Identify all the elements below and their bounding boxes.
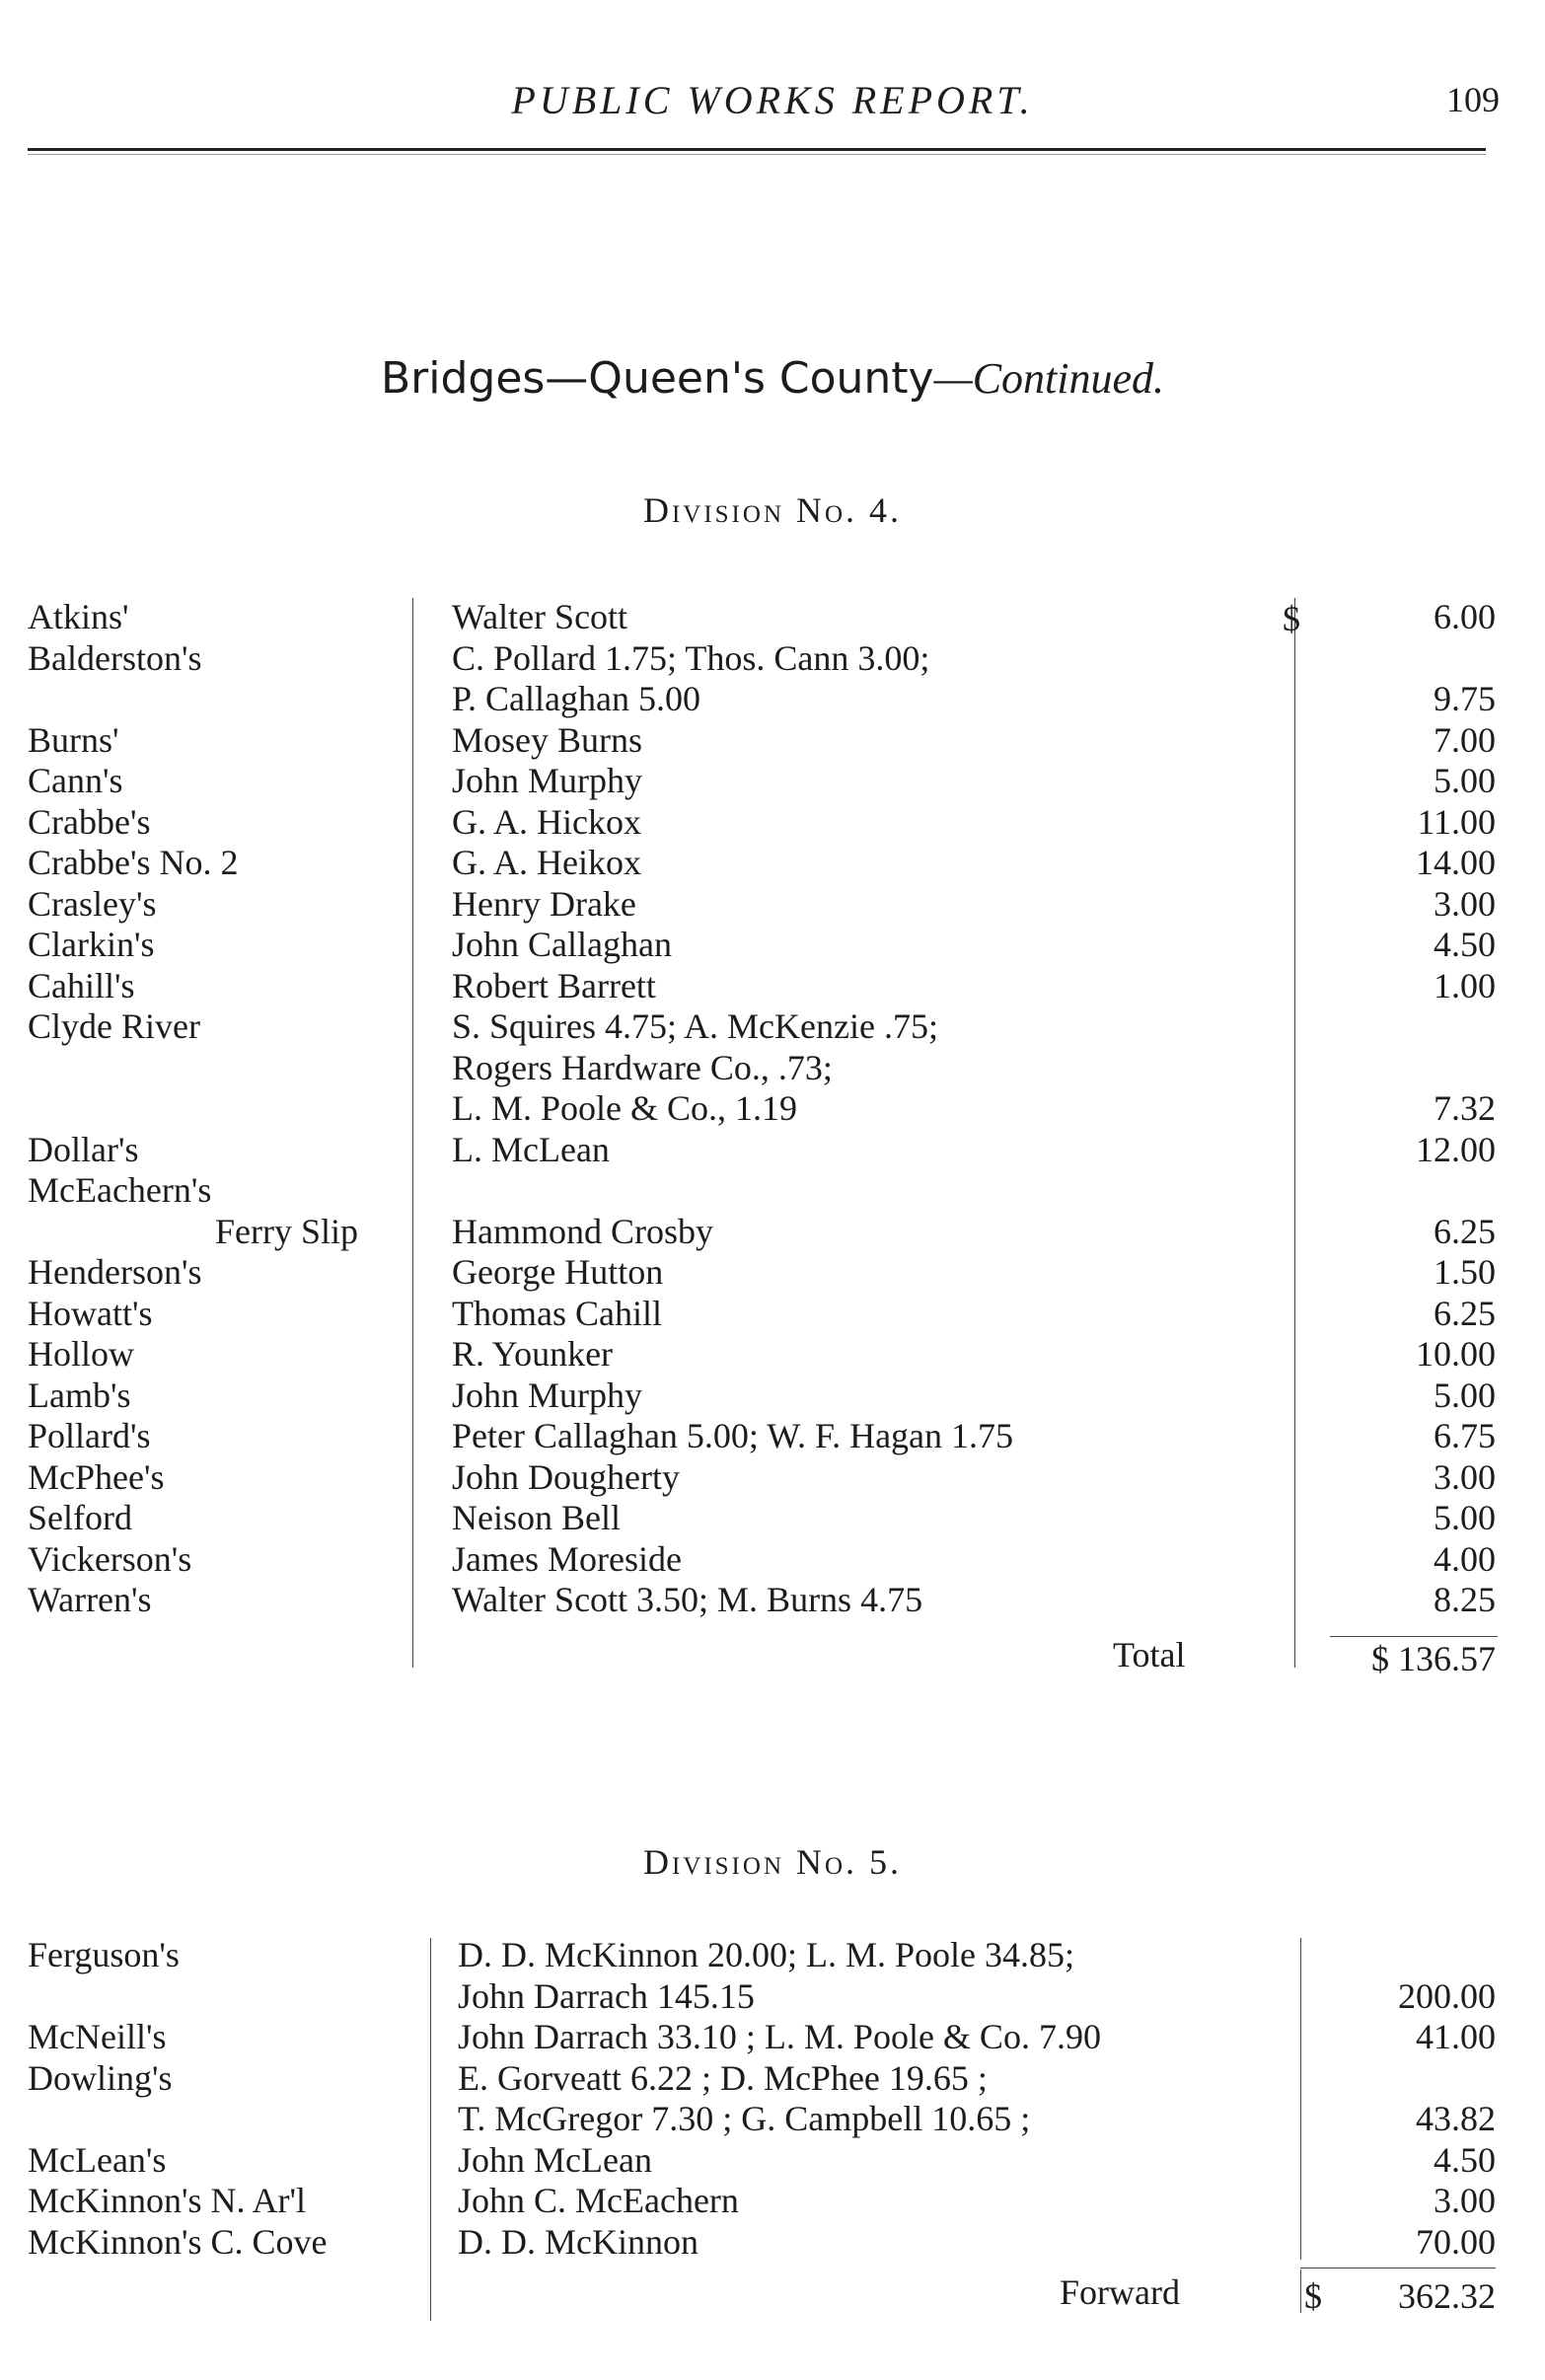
bridge-name: Ferguson's (28, 1935, 180, 1974)
bridge-name: Ferry Slip (215, 1211, 359, 1251)
amount: 3.00 (1434, 2181, 1496, 2220)
amount: 43.82 (1416, 2099, 1496, 2138)
amount: 70.00 (1416, 2221, 1496, 2262)
division-4-row (0, 842, 1545, 883)
bridge-name: Henderson's (28, 1252, 202, 1292)
division-4-row (0, 1497, 1545, 1538)
amount: 3.00 (1434, 883, 1496, 924)
payee: John Darrach 145.15 (458, 1975, 755, 2016)
bridge-name: Lamb's (28, 1375, 131, 1415)
payee: Neison Bell (452, 1498, 621, 1537)
amount: 5.00 (1434, 1375, 1496, 1415)
division-5-row (0, 2139, 1545, 2181)
payee: G. A. Heikox (452, 843, 641, 882)
division-4-row (0, 801, 1545, 843)
amount: 7.00 (1434, 719, 1496, 760)
amount: 5.00 (1434, 761, 1496, 800)
division-4-row (0, 1333, 1545, 1375)
payee: L. McLean (452, 1129, 610, 1169)
amount: 4.00 (1434, 1538, 1496, 1579)
division-4-row (0, 1087, 1545, 1129)
payee: R. Younker (452, 1334, 614, 1374)
division-4-row (0, 1293, 1545, 1334)
division-5-row (0, 2221, 1545, 2263)
payee: John C. McEachern (458, 2181, 739, 2220)
title-main: Bridges—Queen's County (380, 353, 934, 404)
division-5-heading: Division No. 5. (642, 1842, 903, 1882)
bridge-name: Hollow (28, 1334, 134, 1374)
bridge-name: Balderston's (28, 637, 202, 678)
bridge-name: Pollard's (28, 1416, 151, 1455)
amount: 4.50 (1434, 925, 1496, 964)
division-5-forward-amount: 362.32 (1398, 2276, 1496, 2316)
bridge-name: Clyde River (28, 1006, 200, 1046)
division-4-row (0, 1415, 1545, 1456)
bridge-name: Cann's (28, 761, 123, 800)
payee: Henry Drake (452, 883, 636, 924)
payee: John McLean (458, 2139, 652, 2180)
amount: 4.50 (1434, 2139, 1496, 2180)
payee: Thomas Cahill (452, 1293, 662, 1333)
division-4-row (0, 1456, 1545, 1498)
bridge-name: Crabbe's No. 2 (28, 843, 239, 882)
division-4-currency: $ (1283, 599, 1300, 638)
payee: E. Gorveatt 6.22 ; D. McPhee 19.65 ; (458, 2057, 988, 2098)
payee: George Hutton (452, 1252, 664, 1292)
division-5-row (0, 1934, 1545, 1975)
division-4-row (0, 883, 1545, 925)
bridge-name: McKinnon's N. Ar'l (28, 2181, 306, 2220)
amount: 10.00 (1416, 1334, 1496, 1374)
amount: 6.25 (1434, 1293, 1496, 1333)
payee: Walter Scott (452, 597, 628, 636)
division-4-row (0, 1375, 1545, 1416)
division-5-row (0, 1975, 1545, 2017)
division-4-row (0, 760, 1545, 801)
division-5-row (0, 2057, 1545, 2099)
amount: 6.75 (1434, 1416, 1496, 1455)
payee: John Callaghan (452, 925, 672, 964)
amount: 6.25 (1434, 1211, 1496, 1251)
payee: James Moreside (452, 1538, 682, 1579)
amount: 7.32 (1434, 1088, 1496, 1128)
division-4-row (0, 1005, 1545, 1047)
header-rule-thin (28, 154, 1486, 155)
division-5-forward-rule-vertical (1300, 2269, 1301, 2313)
title-continued: —Continued. (933, 354, 1165, 403)
bridge-name: McEachern's (28, 1170, 212, 1210)
bridge-name: Atkins' (28, 597, 129, 636)
bridge-name: McLean's (28, 2139, 167, 2180)
division-5-forward-currency: $ (1304, 2276, 1322, 2316)
payee: John Murphy (452, 761, 643, 800)
amount: 14.00 (1416, 843, 1496, 882)
division-4-row (0, 1538, 1545, 1580)
bridge-name: Howatt's (28, 1293, 153, 1333)
bridge-name: Dowling's (28, 2057, 173, 2098)
payee: John Dougherty (452, 1456, 680, 1497)
running-title: PUBLIC WORKS REPORT. (511, 78, 1034, 122)
payee: P. Callaghan 5.00 (452, 679, 700, 718)
division-4-row (0, 1211, 1545, 1252)
division-4-row (0, 1251, 1545, 1293)
bridge-name: Crabbe's (28, 801, 151, 842)
bridge-name: Vickerson's (28, 1538, 192, 1579)
bridge-name: McKinnon's C. Cove (28, 2221, 328, 2262)
payee: D. D. McKinnon 20.00; L. M. Poole 34.85; (458, 1935, 1074, 1974)
payee: Rogers Hardware Co., .73; (452, 1047, 833, 1087)
amount: 1.50 (1434, 1252, 1496, 1292)
division-5-row (0, 2016, 1545, 2057)
page-number: 109 (1446, 80, 1500, 119)
payee: C. Pollard 1.75; Thos. Cann 3.00; (452, 637, 930, 678)
division-5-forward-label: Forward (1060, 2272, 1180, 2312)
payee: Peter Callaghan 5.00; W. F. Hagan 1.75 (452, 1416, 1014, 1455)
bridge-name: Warren's (28, 1580, 152, 1619)
division-4-row (0, 1047, 1545, 1088)
amount: 200.00 (1398, 1975, 1496, 2016)
amount: 8.25 (1434, 1580, 1496, 1619)
division-4-row (0, 1169, 1545, 1211)
amount: 41.00 (1416, 2017, 1496, 2056)
division-5-row (0, 2180, 1545, 2221)
division-4-row (0, 719, 1545, 761)
division-5-row (0, 2098, 1545, 2139)
division-4-row (0, 1579, 1545, 1620)
amount: 9.75 (1434, 679, 1496, 718)
bridge-name: Selford (28, 1498, 132, 1537)
payee: T. McGregor 7.30 ; G. Campbell 10.65 ; (458, 2099, 1031, 2138)
bridge-name: Cahill's (28, 965, 135, 1005)
division-4-row (0, 924, 1545, 965)
header-rule (28, 148, 1486, 151)
amount: 1.00 (1434, 965, 1496, 1005)
division-4-row (0, 596, 1545, 637)
amount: 6.00 (1434, 597, 1496, 636)
amount: 11.00 (1417, 801, 1496, 842)
payee: L. M. Poole & Co., 1.19 (452, 1088, 798, 1128)
bridge-name: McPhee's (28, 1456, 165, 1497)
division-4-row (0, 1129, 1545, 1170)
page-title (0, 353, 1545, 404)
bridge-name: Dollar's (28, 1129, 139, 1169)
payee: G. A. Hickox (452, 801, 641, 842)
payee: Hammond Crosby (452, 1211, 713, 1251)
amount: 12.00 (1416, 1129, 1496, 1169)
payee: S. Squires 4.75; A. McKenzie .75; (452, 1006, 938, 1046)
payee: John Murphy (452, 1375, 643, 1415)
division-4-row (0, 637, 1545, 679)
payee: D. D. McKinnon (458, 2221, 699, 2262)
division-4-heading: Division No. 4. (642, 490, 903, 530)
amount: 3.00 (1434, 1456, 1496, 1497)
amount: 5.00 (1434, 1498, 1496, 1537)
division-4-total-amount: $ 136.57 (1371, 1639, 1496, 1678)
division-4-row (0, 965, 1545, 1006)
bridge-name: Burns' (28, 719, 119, 760)
payee: Walter Scott 3.50; M. Burns 4.75 (452, 1580, 923, 1619)
division-4-row (0, 678, 1545, 719)
payee: Mosey Burns (452, 719, 643, 760)
bridge-name: Clarkin's (28, 925, 155, 964)
division-4-total-rule (1330, 1636, 1498, 1637)
payee: John Darrach 33.10 ; L. M. Poole & Co. 7.90 (458, 2017, 1101, 2056)
bridge-name: Crasley's (28, 883, 157, 924)
bridge-name: McNeill's (28, 2017, 167, 2056)
division-4-total-label: Total (1113, 1635, 1186, 1674)
payee: Robert Barrett (452, 965, 656, 1005)
